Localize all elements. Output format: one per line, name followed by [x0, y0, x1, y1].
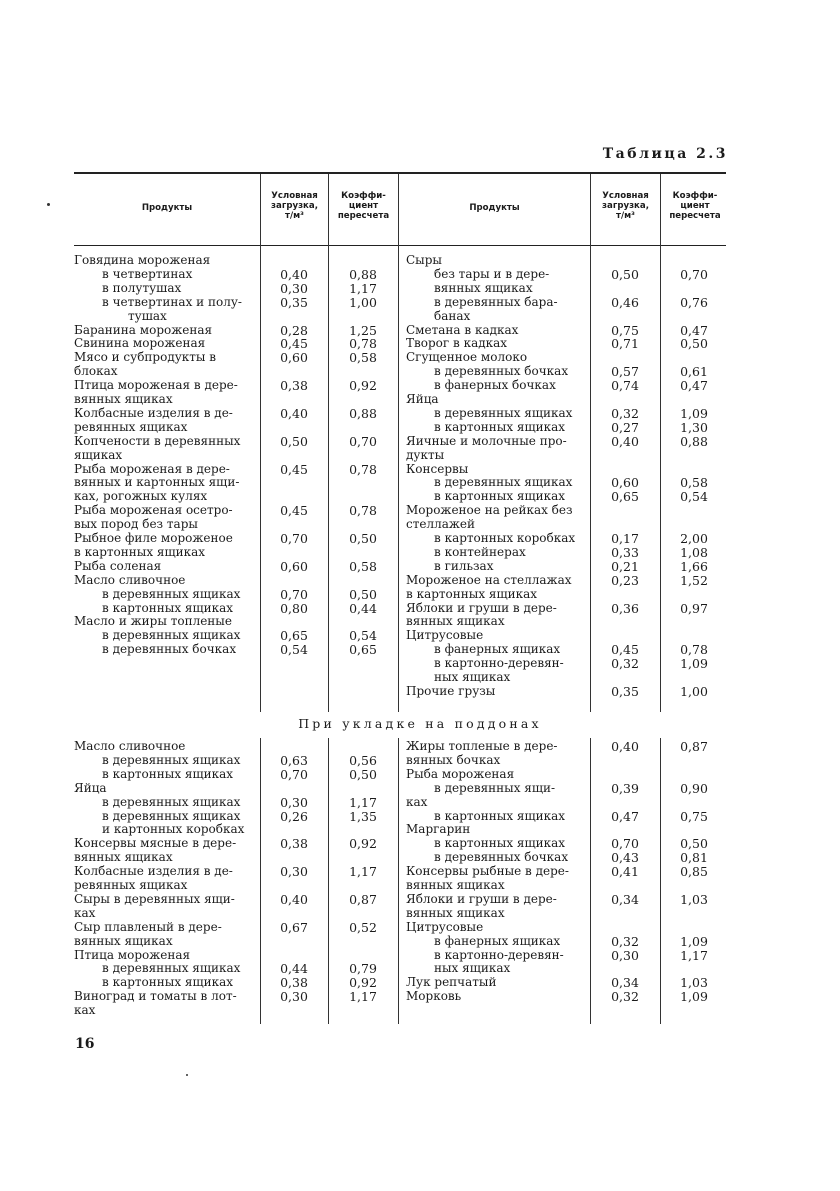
coefficient-value: 0,52: [349, 919, 377, 935]
table-caption: Таблица 2.3: [602, 146, 728, 162]
product-name: в деревянных ящиках: [102, 586, 241, 601]
coefficient-value: 0,88: [680, 433, 708, 449]
load-value: 0,74: [611, 378, 639, 394]
coefficient-value: 0,85: [680, 864, 708, 880]
coefficient-value: 1,09: [680, 405, 708, 421]
load-value: 0,47: [611, 808, 639, 824]
product-name: в фанерных бочках: [434, 378, 556, 393]
product-name-continued: вянных ящиках: [406, 614, 505, 629]
header-load-right: [591, 191, 660, 221]
load-value: 0,75: [611, 322, 639, 338]
coefficient-value: 0,50: [349, 766, 377, 782]
product-name-continued: ках: [406, 794, 428, 809]
header-load-line: загрузка,: [271, 201, 318, 211]
product-name: Творог в кадках: [406, 336, 508, 351]
product-name-continued: ных ящиках: [434, 961, 511, 976]
product-name-continued: вых пород без тары: [74, 517, 198, 532]
load-value: 0,54: [280, 642, 308, 658]
load-value: 0,38: [280, 975, 308, 991]
coefficient-value: 0,90: [680, 780, 708, 796]
header-load-line: т/м³: [616, 211, 635, 221]
product-name: в фанерных ящиках: [434, 642, 561, 657]
product-name-continued: ках: [74, 905, 96, 920]
product-name: в картонных ящиках: [434, 836, 566, 851]
coefficient-value: 0,70: [680, 266, 708, 282]
load-value: 0,70: [280, 766, 308, 782]
load-value: 0,70: [280, 531, 308, 546]
load-value: 0,32: [611, 656, 639, 672]
product-name-continued: ящиках: [74, 447, 123, 462]
coefficient-value: 0,75: [680, 808, 708, 824]
coefficient-value: 0,78: [349, 503, 377, 519]
load-value: 0,35: [611, 683, 639, 699]
load-value: 0,45: [611, 642, 639, 658]
product-name: в картонно-деревян-: [434, 947, 564, 962]
load-value: 0,34: [611, 891, 639, 907]
product-name: Маргарин: [406, 822, 471, 837]
coefficient-value: 0,56: [349, 752, 377, 768]
load-value: 0,26: [280, 808, 308, 824]
margin-speck: [186, 1074, 188, 1076]
product-name: Консервы рыбные в дере-: [406, 864, 569, 879]
product-name: в картонных ящиках: [102, 600, 234, 615]
product-name-continued: ревянных ящиках: [74, 419, 188, 434]
coefficient-value: 1,17: [680, 947, 708, 963]
coefficient-value: 1,17: [349, 989, 377, 1005]
header-load-left: [261, 191, 328, 221]
coefficient-value: 1,17: [349, 864, 377, 880]
load-value: 0,41: [611, 864, 639, 880]
product-name-continued: банах: [434, 308, 471, 323]
product-name: Яблоки и груши в дере-: [406, 891, 557, 906]
column-rule: [398, 738, 399, 1024]
product-name: Яйца: [74, 780, 107, 795]
column-rule: [260, 174, 261, 712]
load-value: 0,65: [280, 628, 308, 644]
load-value: 0,32: [611, 933, 639, 949]
coefficient-value: 1,09: [680, 656, 708, 672]
coefficient-value: 0,65: [349, 642, 377, 658]
coefficient-value: 0,70: [349, 433, 377, 449]
load-value: 0,40: [611, 739, 639, 754]
coefficient-value: 1,52: [680, 572, 708, 588]
coefficient-value: 1,66: [680, 558, 708, 574]
coefficient-value: 0,61: [680, 364, 708, 380]
product-name-continued: ках, рогожных кулях: [74, 489, 208, 504]
product-name: Цитрусовые: [406, 628, 484, 643]
coefficient-value: 1,00: [680, 683, 708, 699]
product-name: Свинина мороженая: [74, 336, 206, 351]
product-name: в деревянных ящиках: [102, 752, 241, 767]
header-load-line: загрузка,: [602, 201, 649, 211]
product-name: в картонных ящиках: [434, 419, 566, 434]
product-name-continued: вянных ящиках: [434, 280, 533, 295]
product-name: в картонных ящиках: [434, 808, 566, 823]
product-name: Консервы: [406, 461, 469, 476]
coefficient-value: 0,78: [680, 642, 708, 658]
coefficient-value: 1,09: [680, 933, 708, 949]
product-name: Яичные и молочные про-: [406, 433, 567, 448]
coefficient-value: 1,30: [680, 419, 708, 435]
coefficient-value: 0,58: [349, 350, 377, 366]
product-name: Говядина мороженая: [74, 253, 211, 267]
product-name: Консервы мясные в дере-: [74, 836, 237, 851]
header-coef-line: Коэффи-: [672, 191, 718, 201]
product-name: в картонно-деревян-: [434, 656, 564, 671]
product-name-continued: вянных ящиках: [74, 392, 173, 406]
product-name: в деревянных ящиках: [102, 961, 241, 976]
product-name: в деревянных ящиках: [102, 794, 241, 809]
product-name: без тары и в дере-: [434, 266, 550, 281]
product-name-continued: в картонных ящиках: [74, 544, 206, 559]
product-name-continued: вянных ящиках: [406, 905, 505, 920]
load-value: 0,67: [280, 919, 308, 935]
coefficient-value: 1,09: [680, 989, 708, 1005]
load-value: 0,30: [280, 864, 308, 880]
coefficient-value: 0,78: [349, 461, 377, 477]
coefficient-value: 2,00: [680, 531, 708, 546]
load-value: 0,40: [280, 405, 308, 421]
product-name: Сметана в кадках: [406, 322, 519, 337]
load-value: 0,60: [611, 475, 639, 491]
coefficient-value: 0,54: [349, 628, 377, 644]
table-top-rule: [74, 172, 726, 174]
product-name: в картонных коробках: [434, 531, 576, 545]
coefficient-value: 0,92: [349, 836, 377, 852]
load-value: 0,33: [611, 544, 639, 560]
load-value: 0,71: [611, 336, 639, 352]
load-value: 0,43: [611, 850, 639, 866]
product-name: в четвертинах: [102, 266, 193, 281]
product-name: Виноград и томаты в лот-: [74, 989, 237, 1004]
product-name: в деревянных бочках: [102, 642, 237, 657]
product-name: в картонных ящиках: [102, 766, 234, 781]
product-name: Сыры: [406, 253, 442, 267]
load-value: 0,60: [280, 350, 308, 366]
column-rule: [660, 738, 661, 1024]
coefficient-value: 1,17: [349, 280, 377, 296]
coefficient-value: 1,03: [680, 891, 708, 907]
product-name: Масло и жиры топленые: [74, 614, 232, 629]
column-rule: [260, 738, 261, 1024]
column-rule: [660, 174, 661, 712]
product-name-continued: дукты: [406, 447, 445, 462]
load-value: 0,50: [611, 266, 639, 282]
product-name-continued: вянных ящиках: [406, 878, 505, 892]
coefficient-value: 0,50: [680, 836, 708, 852]
product-name: Лук репчатый: [406, 975, 497, 990]
coefficient-value: 0,97: [680, 600, 708, 616]
load-value: 0,30: [280, 280, 308, 296]
product-name-continued: блоках: [74, 364, 118, 379]
load-value: 0,46: [611, 294, 639, 310]
coefficient-value: 1,35: [349, 808, 377, 824]
product-name: Прочие грузы: [406, 683, 496, 698]
load-value: 0,40: [280, 891, 308, 907]
coefficient-value: 0,50: [680, 336, 708, 352]
column-rule: [328, 174, 329, 712]
load-value: 0,23: [611, 572, 639, 588]
product-name-continued: вянных ящиках: [74, 933, 173, 948]
coefficient-value: 0,87: [349, 891, 377, 907]
load-value: 0,30: [280, 794, 308, 810]
product-name: в контейнерах: [434, 544, 526, 559]
load-value: 0,50: [280, 433, 308, 449]
product-name: Цитрусовые: [406, 919, 484, 934]
product-name: Рыбное филе мороженое: [74, 531, 233, 545]
product-name: Сгущенное молоко: [406, 350, 528, 365]
product-name: в полутушах: [102, 280, 182, 295]
product-name: в деревянных бара-: [434, 294, 558, 309]
product-name-continued: вянных и картонных ящи-: [74, 475, 240, 490]
product-name: в деревянных бочках: [434, 364, 569, 379]
column-rule: [398, 174, 399, 712]
header-load-line: Условная: [602, 191, 649, 201]
product-name: в фанерных ящиках: [434, 933, 561, 948]
load-value: 0,60: [280, 558, 308, 574]
product-name: Рыба соленая: [74, 558, 162, 573]
load-value: 0,45: [280, 336, 308, 352]
coefficient-value: 0,87: [680, 739, 708, 754]
product-name: Баранина мороженая: [74, 322, 213, 337]
margin-speck: [47, 203, 50, 206]
header-coef-line: Коэффи-: [341, 191, 386, 201]
load-value: 0,70: [280, 586, 308, 602]
load-value: 0,36: [611, 600, 639, 616]
product-name-continued: ках: [74, 1003, 96, 1018]
product-name: в гильзах: [434, 558, 494, 573]
coefficient-value: 0,88: [349, 266, 377, 282]
load-value: 0,28: [280, 322, 308, 338]
product-name: в деревянных ящиках: [102, 808, 241, 823]
load-value: 0,30: [611, 947, 639, 963]
product-name: Масло сливочное: [74, 572, 186, 587]
product-name: Птица мороженая: [74, 947, 191, 962]
product-name: Сыр плавленый в дере-: [74, 919, 222, 934]
coefficient-value: 0,50: [349, 586, 377, 602]
coefficient-value: 0,54: [680, 489, 708, 505]
load-value: 0,45: [280, 461, 308, 477]
load-value: 0,27: [611, 419, 639, 435]
product-name: в картонных ящиках: [434, 489, 566, 504]
product-name: Мороженое на стеллажах: [406, 572, 572, 587]
load-value: 0,44: [280, 961, 308, 977]
load-value: 0,40: [280, 266, 308, 282]
load-value: 0,32: [611, 405, 639, 421]
coefficient-value: 1,17: [349, 794, 377, 810]
header-load-line: т/м³: [285, 211, 304, 221]
product-name: Рыба мороженая осетро-: [74, 503, 233, 518]
product-name: Жиры топленые в дере-: [406, 739, 558, 753]
product-name: Мороженое на рейках без: [406, 503, 573, 518]
coefficient-value: 0,92: [349, 378, 377, 394]
load-value: 0,45: [280, 503, 308, 519]
product-name: в картонных ящиках: [102, 975, 234, 990]
coefficient-value: 1,08: [680, 544, 708, 560]
load-value: 0,39: [611, 780, 639, 796]
product-name: Колбасные изделия в де-: [74, 405, 233, 420]
product-name: Яблоки и груши в дере-: [406, 600, 557, 615]
product-name: в деревянных ящиках: [102, 628, 241, 643]
load-value: 0,65: [611, 489, 639, 505]
load-value: 0,38: [280, 836, 308, 852]
load-value: 0,40: [611, 433, 639, 449]
product-name: Яйца: [406, 392, 439, 406]
product-name: в деревянных ящиках: [434, 475, 573, 490]
product-name-continued: ревянных ящиках: [74, 878, 188, 892]
coefficient-value: 0,47: [680, 322, 708, 338]
coefficient-value: 0,50: [349, 531, 377, 546]
product-name: Копчености в деревянных: [74, 433, 241, 448]
product-name: Рыба мороженая в дере-: [74, 461, 230, 476]
header-coef-left: [329, 191, 398, 221]
coefficient-value: 0,58: [349, 558, 377, 574]
product-name-continued: стеллажей: [406, 517, 475, 532]
load-value: 0,38: [280, 378, 308, 394]
product-name: Сыры в деревянных ящи-: [74, 891, 235, 906]
header-bottom-rule: [74, 245, 726, 246]
product-name-continued: тушах: [128, 308, 167, 323]
column-rule: [590, 174, 591, 712]
load-value: 0,34: [611, 975, 639, 991]
header-load-line: Условная: [271, 191, 318, 201]
load-value: 0,32: [611, 989, 639, 1005]
product-name: в деревянных бочках: [434, 850, 569, 865]
coefficient-value: 0,47: [680, 378, 708, 394]
load-value: 0,70: [611, 836, 639, 852]
product-name: Птица мороженая в дере-: [74, 378, 238, 393]
load-value: 0,17: [611, 531, 639, 546]
product-name-continued: вянных ящиках: [74, 850, 173, 865]
load-value: 0,80: [280, 600, 308, 616]
column-rule: [590, 738, 591, 1024]
load-value: 0,63: [280, 752, 308, 768]
product-name: Рыба мороженая: [406, 766, 515, 781]
coefficient-value: 0,79: [349, 961, 377, 977]
header-product-left: Продукты: [141, 203, 193, 213]
coefficient-value: 1,25: [349, 322, 377, 338]
coefficient-value: 0,81: [680, 850, 708, 866]
load-value: 0,30: [280, 989, 308, 1005]
coefficient-value: 0,78: [349, 336, 377, 352]
product-name-continued: ных ящиках: [434, 670, 511, 684]
product-name: Мясо и субпродукты в: [74, 350, 217, 365]
coefficient-value: 1,00: [349, 294, 377, 310]
header-coef-line: пересчета: [337, 211, 390, 221]
coefficient-value: 1,03: [680, 975, 708, 991]
section-title: При укладке на поддонах: [298, 716, 542, 731]
product-name-continued: в картонных ящиках: [406, 586, 538, 601]
header-coef-line: циент: [680, 201, 710, 211]
product-name-continued: и картонных коробках: [102, 822, 245, 837]
product-name: в деревянных ящи-: [434, 780, 556, 795]
product-name: Масло сливочное: [74, 739, 186, 753]
header-product-right: Продукты: [469, 203, 520, 213]
load-value: 0,35: [280, 294, 308, 310]
coefficient-value: 0,76: [680, 294, 708, 310]
load-value: 0,21: [611, 558, 639, 574]
header-coef-line: пересчета: [669, 211, 721, 221]
product-name: в четвертинах и полу-: [102, 294, 242, 309]
coefficient-value: 0,92: [349, 975, 377, 991]
header-coef-line: циент: [348, 201, 379, 211]
page-number: 16: [75, 1036, 95, 1052]
product-name-continued: вянных бочках: [406, 752, 501, 767]
coefficient-value: 0,58: [680, 475, 708, 491]
product-name: в деревянных ящиках: [434, 405, 573, 420]
coefficient-value: 0,88: [349, 405, 377, 421]
column-rule: [328, 738, 329, 1024]
product-name: Колбасные изделия в де-: [74, 864, 233, 879]
coefficient-value: 0,44: [349, 600, 377, 616]
product-name: Морковь: [406, 989, 462, 1004]
header-coef-right: [661, 191, 729, 221]
load-value: 0,57: [611, 364, 639, 380]
